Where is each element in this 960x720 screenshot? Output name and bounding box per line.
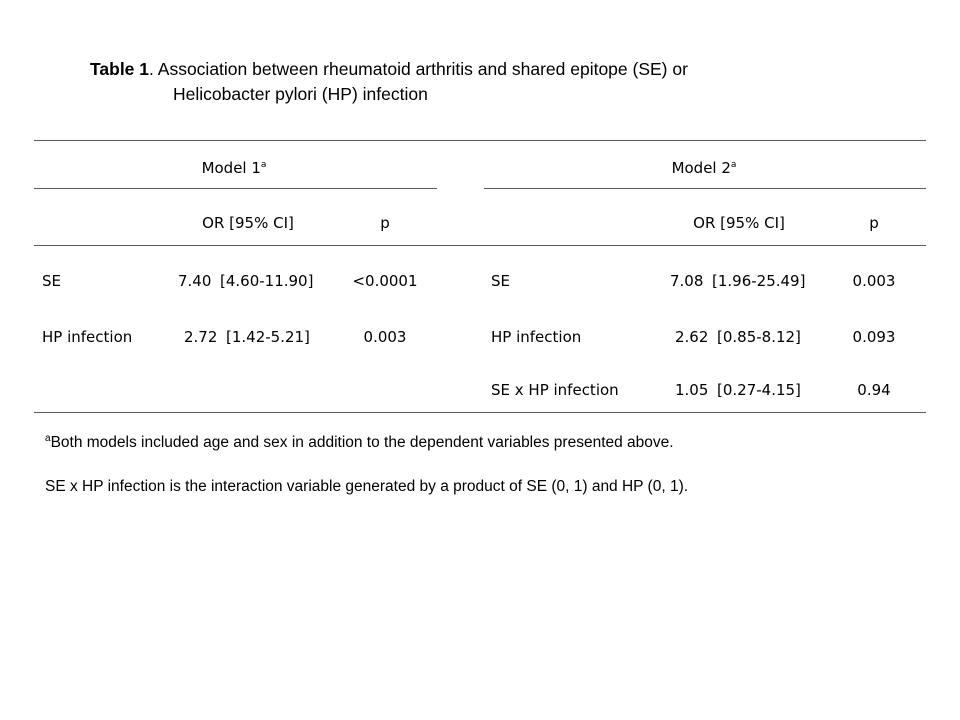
column-header-rule xyxy=(34,245,926,246)
caption-line-2: Helicobacter pylori (HP) infection xyxy=(173,84,428,104)
model-2-row-2-ci: [0.85-8.12] xyxy=(717,328,801,346)
model-1-p-header: p xyxy=(380,214,390,232)
model-1-row-2-label: HP infection xyxy=(42,328,133,346)
table-top-rule xyxy=(34,140,926,141)
model-2-row-1-ci: [1.96-25.49] xyxy=(712,272,806,290)
footnote-a-marker: a xyxy=(45,432,51,444)
model-2-row-3-or: 1.05 xyxy=(675,381,709,399)
model-1-row-2-or: 2.72 xyxy=(184,328,218,346)
model-2-row-2-label: HP infection xyxy=(491,328,582,346)
model-1-row-1-p: <0.0001 xyxy=(352,272,418,290)
model-1-footnote-marker: a xyxy=(260,160,267,170)
model-2-row-2-p: 0.093 xyxy=(852,328,896,346)
model-1-header-rule xyxy=(34,188,437,189)
caption-line-1: . Association between rheumatoid arthritis and shared epitope (SE) or xyxy=(149,59,688,79)
model-1-row-2-ci: [1.42-5.21] xyxy=(226,328,310,346)
model-2-row-2-or: 2.62 xyxy=(675,328,709,346)
model-2-header-rule xyxy=(484,188,926,189)
model-2-row-3-p: 0.94 xyxy=(857,381,891,399)
table-bottom-rule xyxy=(34,412,926,413)
footnote-a: $^a$Both models included age and sex in addition to the dependent variables presented above. xyxy=(45,432,674,451)
model-2-row-3-ci: [0.27-4.15] xyxy=(717,381,801,399)
model-2-row-1-or: 7.08 xyxy=(670,272,704,290)
model-2-p-header: p xyxy=(869,214,879,232)
model-2-row-1-label: SE xyxy=(491,272,510,290)
footnote-interaction: SE x HP infection is the interaction variable generated by a product of SE (0, 1) and HP (0, 1). xyxy=(45,478,689,495)
model-2-row-1-p: 0.003 xyxy=(852,272,896,290)
model-1-row-1-or: 7.40 xyxy=(178,272,212,290)
model-2-row-3-label: SE x HP infection xyxy=(491,381,619,399)
model-2-footnote-marker: a xyxy=(730,160,737,170)
model-1-header: Model 1$^a$ xyxy=(201,159,267,177)
model-1-or-header: OR [95% CI] xyxy=(202,214,294,232)
model-1-row-2-p: 0.003 xyxy=(363,328,407,346)
model-2-header: Model 2$^a$ xyxy=(671,159,737,177)
table-caption xyxy=(90,57,890,107)
model-2-or-header: OR [95% CI] xyxy=(693,214,785,232)
model-1-row-1-ci: [4.60-11.90] xyxy=(220,272,314,290)
table-label: Table 1 xyxy=(90,59,150,79)
model-1-row-1-label: SE xyxy=(42,272,61,290)
